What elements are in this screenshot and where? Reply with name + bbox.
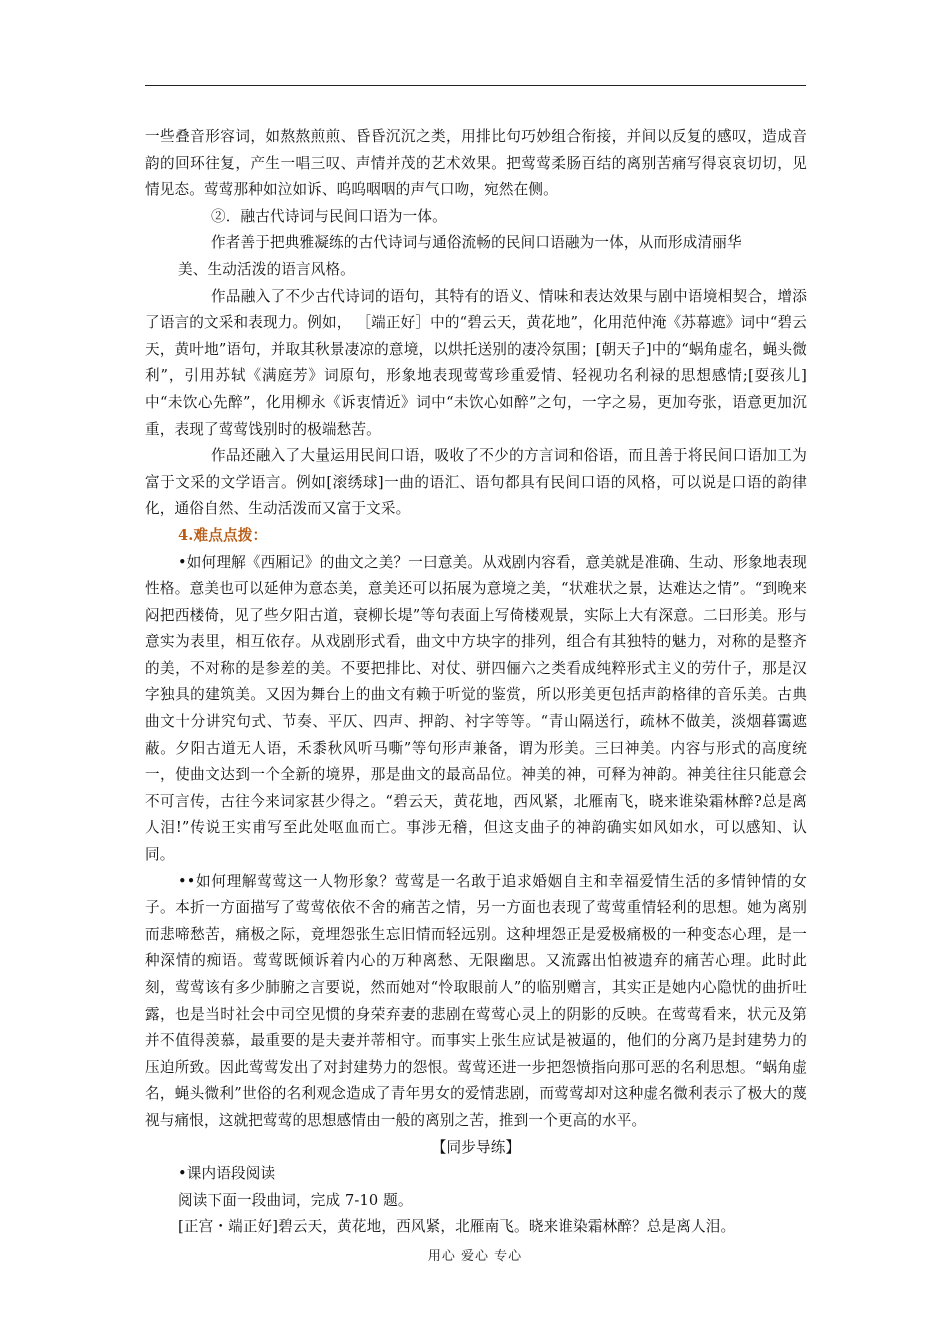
section-point-2: ②．融古代诗词与民间口语为一体。: [211, 207, 447, 225]
paragraph-style-intro: 作者善于把典雅凝练的古代诗词与通俗流畅的民间口语融为一体，从而形成清丽华: [211, 234, 742, 252]
paragraph-yingying-character: ••如何理解莺莺这一人物形象？莺莺是一名敢于追求婚姻自主和幸福爱情生活的多情钟情的女子。本折一方面描写了莺莺依依不舍的痛苦之情，另一方面也表现了莺莺重情轻利的思想。她为离别而悲啼愁苦，痛极之际，竟埋怨张生忘旧情而轻远别。这种埋怨正是爱极痛极的一种变态心理，是一种深情的痴语。莺莺既倾诉着内心的万种离愁、无限幽思。又流露出怕被遗弃的痛苦心理。此时此刻，莺莺该有多少肺腑之言要说，然而她对“怜取眼前人”的临别赠言，其实正是她内心隐忧的曲折吐露，也是当时社会中司空见惯的身荣弃妻的悲剧在莺莺心灵上的阴影的反映。在莺莺看来，状元及第并不值得羡慕，最重要的是夫妻并蒂相守。而事实上张生应试是被逼的，他们的分离乃是封建势力的压迫所致。因此莺莺发出了对封建势力的怨恨。莺莺还进一步把怨愤指向那可恶的名利思想。“蜗角虚名，蝇头微利”世俗的名利观念造成了青年男女的爱情悲剧，而莺莺却对这种虚名微利表示了极大的蔑视与痛恨，这就把莺莺的思想感情由一般的离别之苦，推到一个更高的水平。: [145, 872, 807, 1129]
section-heading-difficulties: 4.难点点拨：: [178, 526, 268, 544]
section-heading-practice: 【同步导练】: [431, 1138, 521, 1156]
page-footer: 用心 爱心 专心: [427, 1249, 523, 1264]
header-divider: [145, 85, 806, 86]
paragraph-poetry-fusion: 作品融入了不少古代诗词的语句，其特有的语义、情味和表达效果与剧中语境相契合，增添了语言的文采和表现力。例如， ［端正好］中的“碧云天，黄花地”，化用范仲淹《苏幕遮》词中“碧云天，黄叶地”语句，并取其秋景凄凉的意境，以烘托送别的凄冷氛围；[朝天子]中的“蜗角虚名，蝇头微利”，引用苏轼《满庭芳》词原句，形象地表现莺莺珍重爱情、轻视功名利禄的思想感情;[耍孩儿]中“未饮心先醉”，化用柳永《诉衷情近》词中“未饮心如醉”之句，一字之易，更加夸张，语意更加沉重，表现了莺莺饯别时的极端愁苦。: [145, 287, 807, 438]
paragraph-beauty-of-lyrics: •如何理解《西厢记》的曲文之美？一曰意美。从戏剧内容看，意美就是准确、生动、形象地表现性格。意美也可以延伸为意态美，意美还可以拓展为意境之美，“状难状之景，达难达之情”。“到晚来闷把西楼倚，见了些夕阳古道，衰柳长堤”等句表面上写倚楼观景，实际上大有深意。二曰形美。形与意实为表里，相互依存。从戏剧形式看，曲文中方块字的排列，组合有其独特的魅力，对称的是整齐的美，不对称的是参差的美。不要把排比、对仗、骈四俪六之类看成纯粹形式主义的劳什子，那是汉字独具的建筑美。又因为舞台上的曲文有赖于听觉的鉴赏，所以形美更包括声韵格律的音乐美。古典曲文十分讲究句式、节奏、平仄、四声、押韵、衬字等等。“青山隔送行，疏林不做美，淡烟暮霭遮蔽。夕阳古道无人语，禾黍秋风听马嘶”等句形声兼备，谓为形美。三曰神美。内容与形式的高度统一，使曲文达到一个全新的境界，那是曲文的最高品位。神美的神，可释为神韵。神美往往只能意会不可言传，古往今来词家甚少得之。“碧云天，黄花地，西风紧，北雁南飞，晓来谁染霜林醉?总是离人泪!”传说王实甫写至此处呕血而亡。事涉无稽，但这支曲子的神韵确实如风如水，可以感知、认同。: [145, 553, 807, 864]
lyric-excerpt: [正宫・端正好]碧云天，黄花地，西风紧，北雁南飞。晓来谁染霜林醉？总是离人泪。: [178, 1218, 736, 1236]
paragraph-intro-continuation: 一些叠音形容词，如熬熬煎煎、昏昏沉沉之类，用排比句巧妙组合衔接，并间以反复的感叹，造成音韵的回环往复，产生一唱三叹、声情并茂的艺术效果。把莺莺柔肠百结的离别苦痛写得哀哀切切，见情见态。莺莺那种如泣如诉、呜呜咽咽的声气口吻，宛然在侧。: [145, 128, 807, 199]
paragraph-folk-language: 作品还融入了大量运用民间口语，吸收了不少的方言词和俗语，而且善于将民间口语加工为富于文采的文学语言。例如[滚绣球]一曲的语汇、语句都具有民间口语的风格，可以说是口语的韵律化，通俗自然、生动活泼而又富于文采。: [145, 447, 807, 518]
paragraph-style-intro-cont: 美、生动活泼的语言风格。: [178, 260, 355, 278]
subheading-reading: •课内语段阅读: [178, 1165, 276, 1183]
document-body: [145, 124, 807, 1241]
reading-instruction: 阅读下面一段曲词，完成 7-10 题。: [178, 1191, 413, 1209]
